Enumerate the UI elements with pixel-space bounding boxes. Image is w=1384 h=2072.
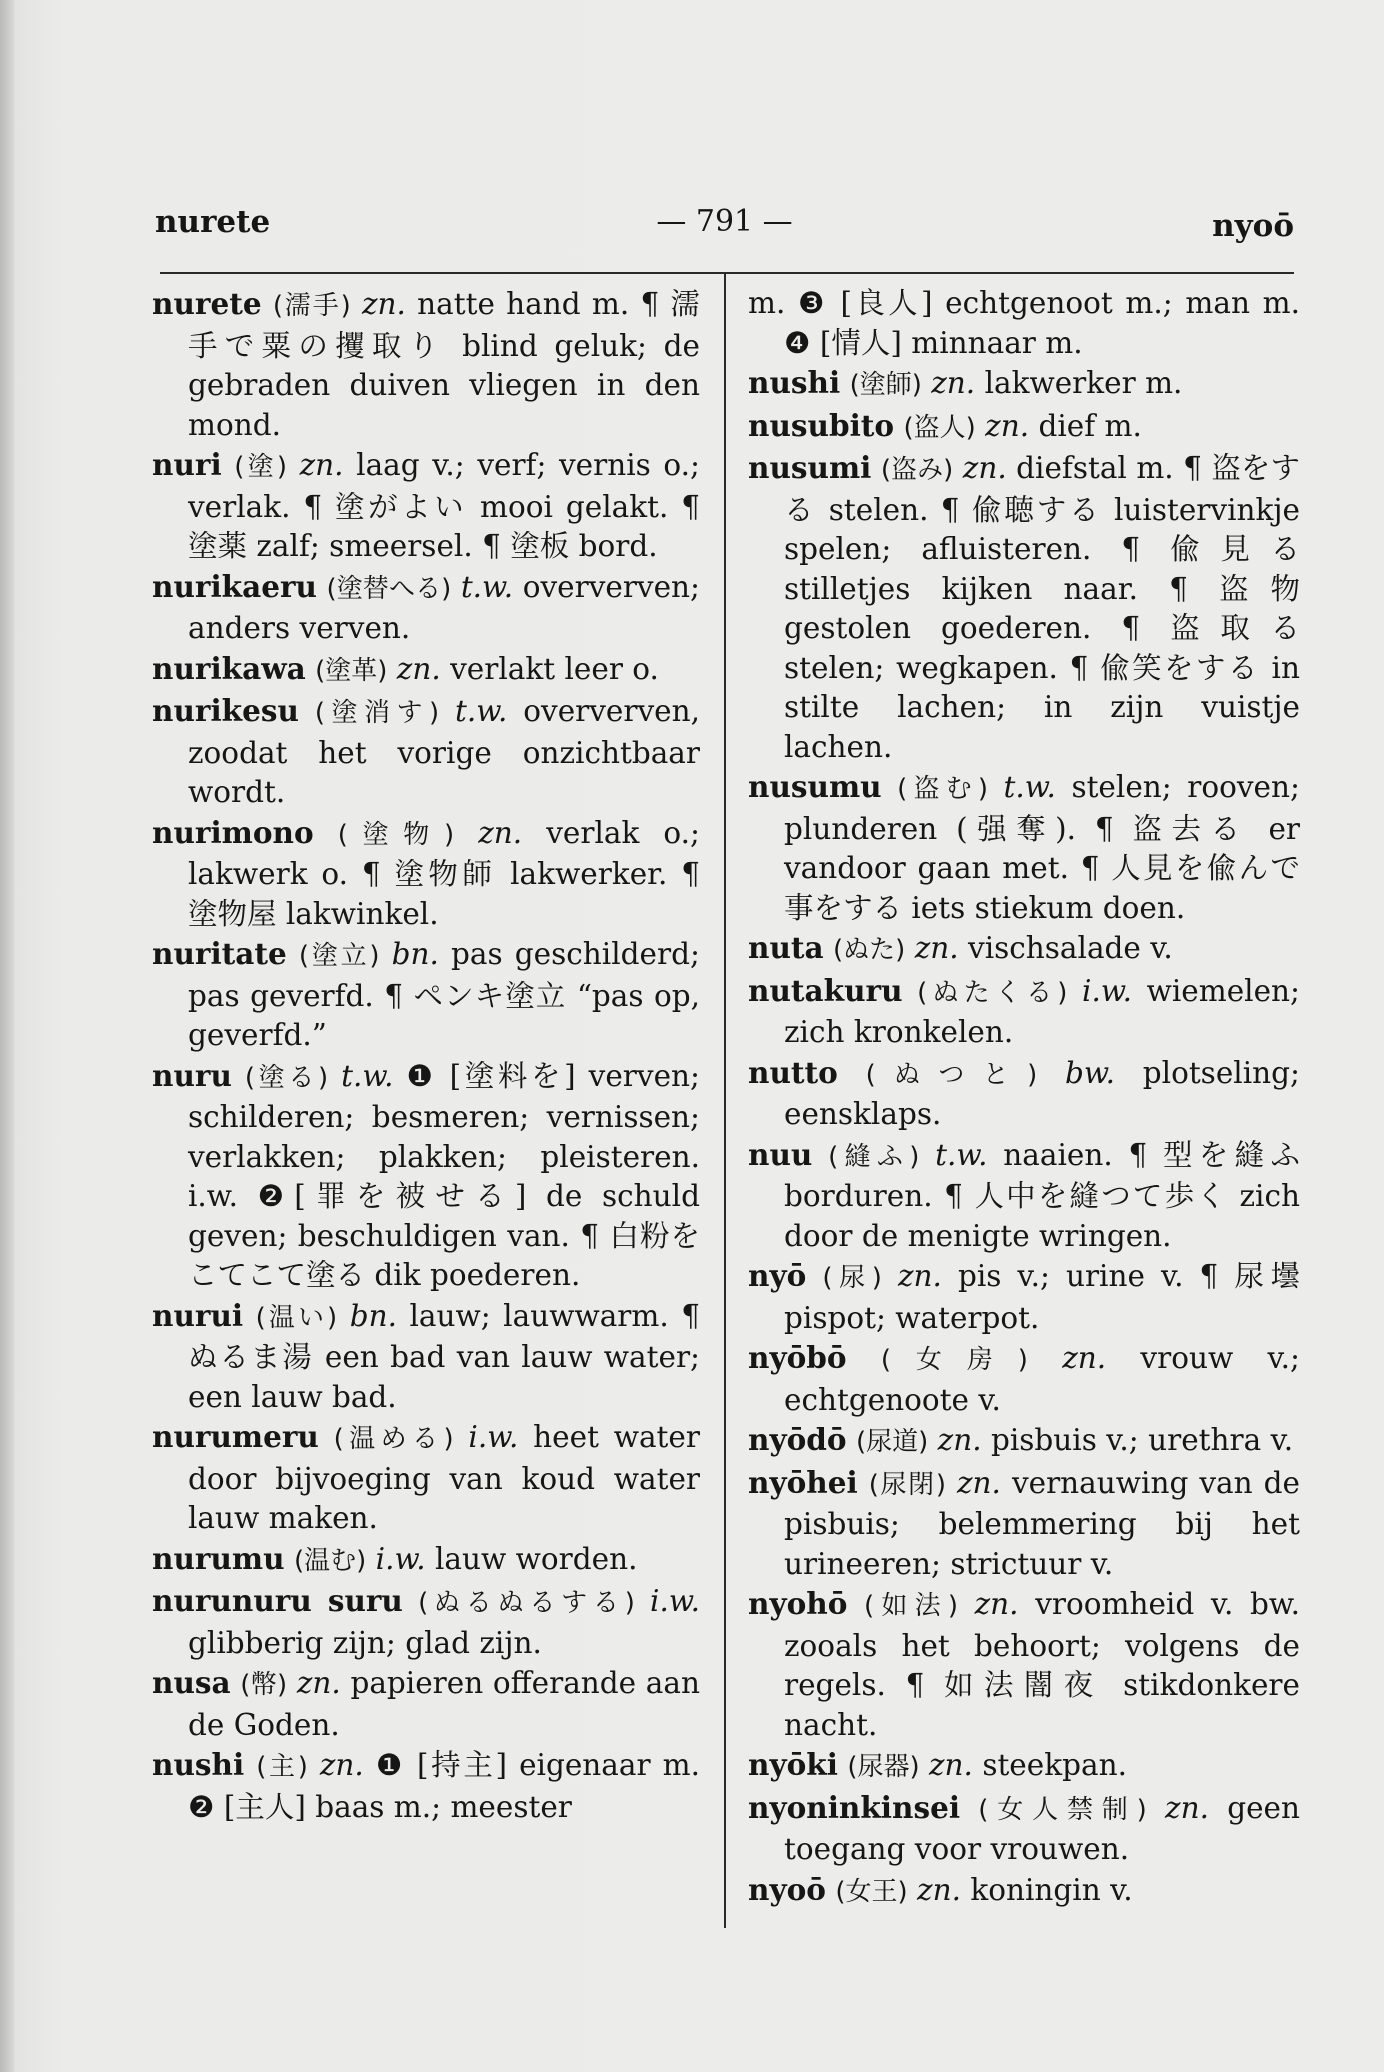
entry-part-of-speech: t.w.	[460, 569, 514, 604]
entry-part-of-speech: zn.	[897, 1259, 942, 1293]
dictionary-entry	[152, 1663, 700, 1745]
entry-headword: nuu	[748, 1136, 813, 1172]
entry-part-of-speech: zn.	[914, 931, 959, 965]
entry-part-of-speech: zn.	[396, 651, 441, 686]
dictionary-entry	[748, 284, 1300, 363]
entry-kanji: (塗る)	[244, 1062, 329, 1093]
right-running-headword: nyoō	[1212, 208, 1294, 244]
entry-kanji: (ぬたくる)	[917, 977, 1068, 1008]
entry-part-of-speech: zn.	[478, 815, 523, 850]
entry-definition: vischsalade v.	[968, 931, 1173, 965]
entry-part-of-speech: zn.	[296, 1666, 341, 1700]
entry-part-of-speech: i.w.	[1082, 973, 1132, 1008]
entry-kanji: (塗)	[234, 452, 288, 482]
entry-part-of-speech: bw.	[1065, 1055, 1116, 1090]
entry-kanji: (幣)	[240, 1670, 288, 1700]
entry-headword: nurete	[152, 286, 262, 321]
entry-kanji: (主)	[256, 1752, 308, 1782]
entry-definition: vernauwing van de pisbuis; belemmering bij het urineeren; strictuur v.	[784, 1465, 1300, 1581]
entry-headword: nyōhei	[748, 1464, 858, 1500]
dictionary-entry	[748, 1338, 1300, 1420]
entry-definition: lauw; lauwwarm. ¶ ぬるま湯 een bad van lauw water; een lauw bad.	[188, 1298, 700, 1414]
entry-kanji: (ぬつと)	[865, 1059, 1038, 1090]
entry-part-of-speech: zn.	[319, 1748, 364, 1782]
entry-part-of-speech: zn.	[957, 1465, 1001, 1500]
entry-headword: nushi	[748, 365, 841, 400]
entry-definition: dief m.	[1038, 408, 1142, 443]
dictionary-entry	[152, 567, 700, 649]
dictionary-entry	[748, 928, 1300, 971]
dictionary-entry	[152, 934, 700, 1056]
dictionary-entry	[748, 406, 1300, 449]
entry-definition: ❶ [持主] eigenaar m. ❷ [主人] baas m.; meester	[188, 1748, 700, 1824]
entry-definition: natte hand m. ¶ 濡手で粟の攫取り blind geluk; de gebraden duiven vliegen in den mond.	[188, 287, 700, 442]
entry-kanji: (温い)	[255, 1302, 338, 1333]
dictionary-entry	[152, 1417, 700, 1539]
entry-definition: naaien. ¶ 型を縫ふ borduren. ¶ 人中を縫つて歩く zich door de menigte wringen.	[784, 1137, 1300, 1253]
entry-kanji: (尿閉)	[868, 1469, 946, 1500]
dictionary-entry	[152, 1539, 700, 1582]
entry-headword: nyō	[748, 1258, 807, 1293]
entry-kanji: (塗革)	[315, 655, 388, 686]
entry-headword: nutto	[748, 1054, 838, 1090]
entry-part-of-speech: zn.	[299, 448, 344, 482]
entry-definition: lakwerker m.	[984, 366, 1183, 400]
entry-headword: nyōbō	[748, 1340, 847, 1375]
dictionary-entry	[748, 1788, 1300, 1870]
entry-definition: verlak o.; lakwerk o. ¶ 塗物師 lakwerker. ¶ 塗物屋 lakwinkel.	[188, 815, 700, 931]
dictionary-entry	[748, 1463, 1300, 1585]
entry-kanji: (女房)	[880, 1345, 1028, 1375]
entry-headword: nusumi	[748, 450, 872, 485]
entry-part-of-speech: i.w.	[650, 1584, 700, 1618]
entry-definition: oververven; anders verven.	[188, 569, 700, 645]
dictionary-entry	[152, 284, 700, 445]
dictionary-entry	[748, 1420, 1300, 1463]
entry-headword: nusa	[152, 1665, 231, 1700]
entry-part-of-speech: t.w.	[341, 1058, 394, 1093]
entry-part-of-speech: zn.	[937, 1423, 982, 1457]
entry-definition: glibberig zijn; glad zijn.	[188, 1625, 542, 1660]
entry-headword: nyoninkinsei	[748, 1789, 961, 1825]
dictionary-entry	[152, 813, 700, 935]
entry-headword: nurumeru	[152, 1419, 319, 1454]
entry-headword: nurikaeru	[152, 568, 317, 604]
entry-part-of-speech: zn.	[1165, 1790, 1209, 1825]
entry-headword: nurikawa	[152, 650, 306, 686]
entry-definition: vrouw v.; echtgenoote v.	[784, 1341, 1300, 1417]
entry-headword: nyōki	[748, 1747, 838, 1782]
entry-kanji: (ぬた)	[833, 935, 906, 965]
entry-part-of-speech: zn.	[985, 408, 1030, 443]
entry-part-of-speech: zn.	[931, 366, 976, 400]
entry-definition: lauw worden.	[434, 1541, 638, 1576]
dictionary-entry	[748, 767, 1300, 928]
page-binding-edge	[0, 0, 14, 2072]
entry-definition: verlakt leer o.	[450, 651, 659, 686]
entry-headword: nuri	[152, 447, 222, 482]
entry-definition: ❶ [塗料を] verven; schilderen; besmeren; vernissen; verlakken; plakken; pleisteren. i.w. ❷[罪を被せる] de schuld geven; beschuldigen van. ¶ 白粉をこてこて塗る dik poederen.	[188, 1058, 700, 1292]
dictionary-entry	[748, 1053, 1300, 1135]
dictionary-entry	[748, 1745, 1300, 1788]
dictionary-entry	[152, 1296, 700, 1418]
left-running-headword: nurete	[155, 204, 271, 240]
entry-headword: nyōdō	[748, 1422, 847, 1457]
entry-headword: nusumu	[748, 769, 882, 804]
entry-headword: nurimono	[152, 814, 314, 850]
entry-kanji: (濡手)	[272, 291, 351, 321]
entry-part-of-speech: t.w.	[455, 694, 508, 728]
entry-headword: nutakuru	[748, 972, 903, 1008]
entry-kanji: (女人禁制)	[978, 1794, 1147, 1825]
entry-part-of-speech: zn.	[962, 451, 1007, 485]
entry-definition: oververven, zoodat het vorige onzichtbaar wordt.	[188, 694, 700, 809]
dictionary-entry	[152, 445, 700, 567]
entry-kanji: (縫ふ)	[828, 1141, 920, 1172]
entry-definition: pisbuis v.; urethra v.	[990, 1423, 1294, 1457]
entry-headword: nuta	[748, 930, 824, 965]
dictionary-entry	[748, 1256, 1300, 1338]
entry-definition: diefstal m. ¶ 盗をする stelen. ¶ 偸聴する luistervinkje spelen; afluisteren. ¶ 偸見る stilletjes kijken naar. ¶ 盗物 gestolen goederen. ¶ 盗取る stelen; wegkapen. ¶ 偸笑をする in stilte lachen; in zijn vuistje lachen.	[784, 451, 1300, 764]
entry-part-of-speech: zn.	[362, 287, 406, 321]
entry-kanji: (塗師)	[849, 370, 922, 400]
right-column	[748, 284, 1300, 1912]
entry-kanji: (塗替へる)	[326, 573, 452, 604]
entry-headword: nusubito	[748, 407, 895, 443]
entry-headword: nurumu	[152, 1540, 285, 1576]
entry-definition: vroomheid v. bw. zooals het behoort; volgens de regels. ¶ 如法闇夜 stikdonkere nacht.	[784, 1587, 1300, 1742]
entry-headword: nurunuru suru	[152, 1583, 403, 1618]
page-header	[155, 200, 1294, 250]
entry-part-of-speech: bn.	[391, 937, 439, 971]
entry-headword: nyohō	[748, 1586, 848, 1621]
entry-kanji: (ぬるぬるする)	[418, 1588, 635, 1618]
entry-definition: geen toegang voor vrouwen.	[784, 1790, 1300, 1866]
entry-definition: koningin v.	[970, 1872, 1133, 1907]
entry-definition: heet water door bijvoeging van koud water lauw maken.	[188, 1420, 700, 1535]
entry-kanji: (塗物)	[337, 819, 455, 850]
dictionary-entry	[152, 691, 700, 813]
entry-part-of-speech: zn.	[974, 1587, 1019, 1621]
entry-part-of-speech: zn.	[929, 1748, 973, 1782]
entry-part-of-speech: t.w.	[935, 1137, 988, 1172]
dictionary-entry	[748, 448, 1300, 767]
entry-part-of-speech: bn.	[349, 1298, 397, 1333]
page-number: — 791 —	[656, 204, 793, 239]
dictionary-entry	[748, 1584, 1300, 1745]
column-divider	[724, 274, 726, 1928]
entry-kanji: (温む)	[293, 1545, 367, 1576]
dictionary-entry	[152, 1581, 700, 1663]
header-rule	[160, 272, 1294, 274]
entry-kanji: (塗消す)	[314, 698, 440, 728]
entry-kanji: (盗む)	[897, 774, 988, 804]
entry-definition: m. ❸ [良人] echtgenoot m.; man m. ❹ [情人] minnaar m.	[748, 286, 1300, 360]
entry-headword: nuritate	[152, 936, 287, 971]
entry-definition: stelen; rooven; plunderen (强奪). ¶ 盗去る er vandoor gaan met. ¶ 人見を偸んで事をする iets stiekum doen.	[784, 770, 1300, 925]
entry-kanji: (尿道)	[855, 1427, 929, 1457]
dictionary-entry	[748, 1135, 1300, 1257]
entry-headword: nyoō	[748, 1871, 826, 1907]
dictionary-entry	[748, 1870, 1300, 1913]
entry-headword: nushi	[152, 1747, 245, 1782]
entry-kanji: (如法)	[864, 1591, 959, 1621]
entry-kanji: (盗み)	[880, 455, 954, 485]
entry-part-of-speech: i.w.	[375, 1541, 426, 1576]
entry-definition: pis v.; urine v. ¶ 尿壜 pispot; waterpot.	[784, 1259, 1300, 1335]
dictionary-entry	[152, 649, 700, 692]
entry-definition: laag v.; verf; vernis o.; verlak. ¶ 塗がよい mooi gelakt. ¶ 塗薬 zalf; smeersel. ¶ 塗板 bord.	[188, 448, 700, 563]
entry-part-of-speech: t.w.	[1003, 770, 1056, 804]
dictionary-entry	[748, 971, 1300, 1053]
entry-kanji: (温める)	[333, 1424, 454, 1454]
left-column	[152, 284, 700, 1827]
entry-kanji: (塗立)	[298, 941, 380, 971]
entry-kanji: (盗人)	[903, 412, 976, 443]
entry-definition: papieren offerande aan de Goden.	[188, 1666, 700, 1742]
entry-definition: wiemelen; zich kronkelen.	[784, 973, 1300, 1049]
entry-definition: pas geschilderd; pas geverfd. ¶ ペンキ塗立 “pas op, geverfd.”	[188, 937, 700, 1052]
dictionary-entry	[152, 1745, 700, 1827]
entry-definition: plotseling; eensklaps.	[784, 1055, 1300, 1131]
entry-headword: nurui	[152, 1297, 244, 1333]
entry-part-of-speech: i.w.	[468, 1420, 519, 1454]
entry-headword: nuru	[152, 1057, 232, 1093]
entry-part-of-speech: zn.	[1062, 1341, 1107, 1375]
entry-headword: nurikesu	[152, 693, 299, 728]
entry-kanji: (尿器)	[847, 1752, 920, 1782]
entry-kanji: (尿)	[822, 1263, 882, 1293]
dictionary-entry	[152, 1056, 700, 1296]
entry-definition: steekpan.	[982, 1748, 1127, 1782]
entry-kanji: (女王)	[835, 1876, 908, 1907]
dictionary-entry	[748, 363, 1300, 406]
entry-part-of-speech: zn.	[917, 1872, 961, 1907]
